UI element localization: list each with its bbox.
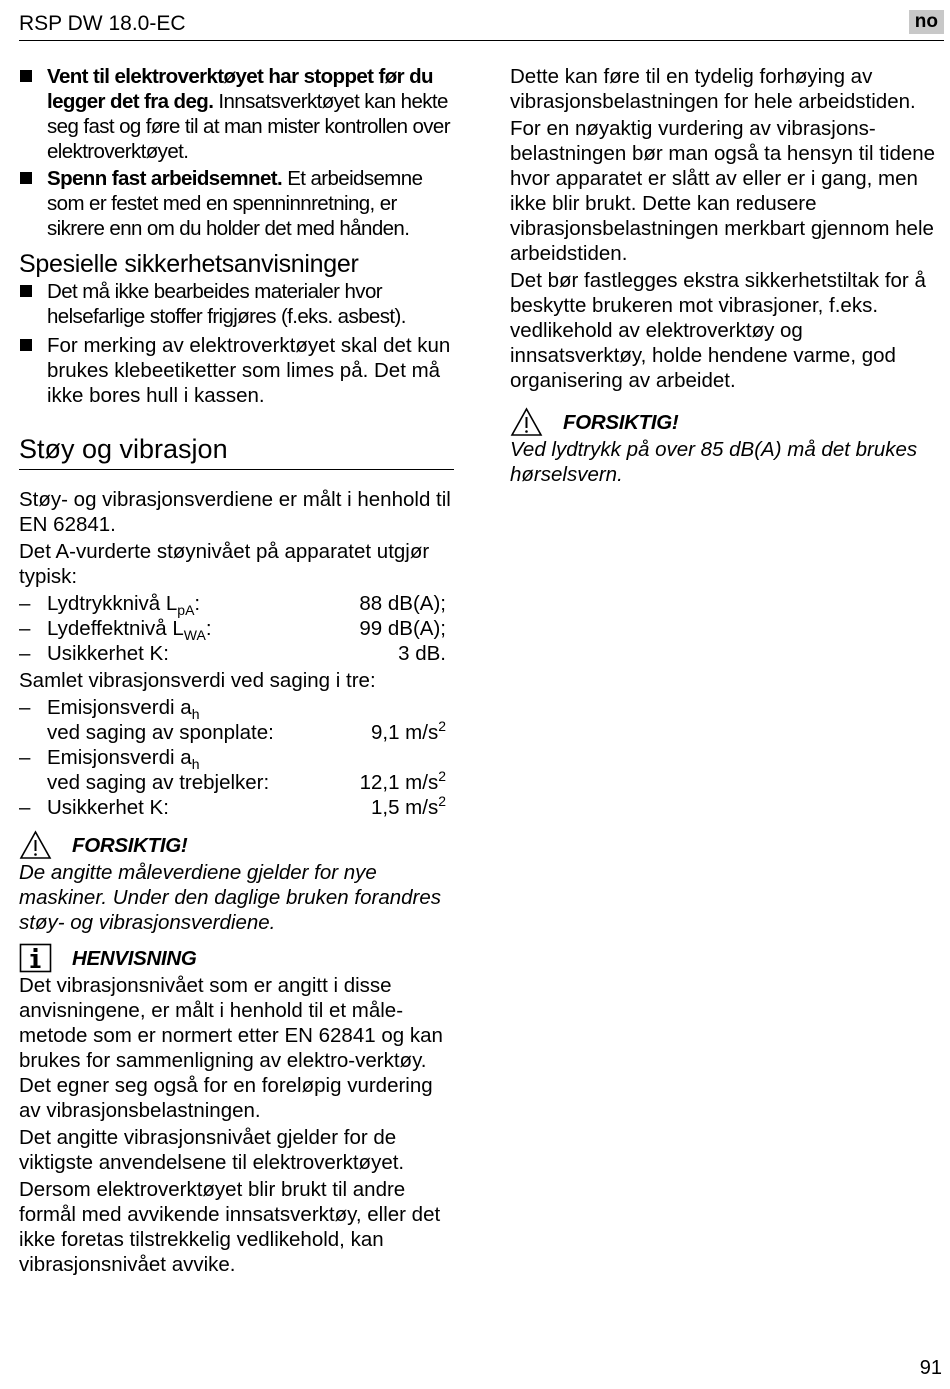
bullet-square-icon [20, 285, 32, 297]
spec-row: – Usikkerhet K: 3 dB. [19, 642, 446, 665]
bullet-square-icon [20, 172, 32, 184]
section-heading-special: Spesielle sikkerhetsanvisninger [19, 250, 359, 278]
document-title: RSP DW 18.0-EC [19, 12, 186, 35]
right-column [510, 64, 942, 489]
page-number: 91 [919, 1357, 942, 1379]
spec-value: 88 dB(A); [359, 592, 446, 615]
spec-value: 1,5 $m/s^2$ [370, 793, 446, 819]
bullet-item: For merking av elektroverktøyet skal det kun brukes klebeetiketter som limes på. Det må ikke bores hull i kassen. [19, 333, 454, 408]
bullet-item: Det må ikke bearbeides materialer hvor helsefarlige stoffer frigjøres (f.eks. asbest). [19, 279, 454, 329]
vibration-intro: Samlet vibrasjonsverdi ved saging i tre: [19, 669, 376, 692]
bullet-item: Vent til elektroverktøyet har stoppet før du legger det fra deg. Innsatsverktøyet kan hekte seg fast og føre til at man mister kontrollen over elektroverktøyet. [19, 64, 454, 164]
spec-value: 99 dB(A); [359, 617, 446, 640]
spec-row: – Emisjonsverdi $a_h$ ved saging av sponplate: 9,1 $m/s^2$ [19, 696, 446, 744]
body-paragraph: Det bør fastlegges ekstra sikkerhetstiltak for å beskytte brukeren mot vibrasjoner, f.eks. vedlikehold av elektroverktøy og innsatsverktøy, holde hendene varme, god organisering av arbeidet. [510, 269, 926, 392]
body-paragraph: For en nøyaktig vurdering av vibrasjons-belastningen bør man også ta hensyn til tidene hvor apparatet er slått av eller er i gang, men ikke blir brukt. Dette kan redusere vibrasjonsbelastningen merkbart gjennom hele arbeidstiden. [510, 117, 936, 265]
warning-triangle-icon [510, 407, 543, 437]
intro-paragraph: Det A-vurderte støynivået på apparatet utgjør typisk: [19, 540, 430, 588]
left-column [19, 64, 454, 1279]
spec-value: 3 dB. [398, 642, 446, 665]
bullet-item: Spenn fast arbeidsemnet. Et arbeidsemne som er festet med en spenninnretning, er sikrere enn om du holder det med hånden. [19, 166, 454, 241]
bullet-square-icon [20, 70, 32, 82]
spec-row: – Lydeffektnivå $L_{WA}$: 99 dB(A); [19, 617, 446, 643]
caution-heading: FORSIKTIG! [510, 407, 942, 437]
info-icon [19, 943, 52, 973]
note-paragraph: Dersom elektroverktøyet blir brukt til andre formål med avvikende innsatsverktøy, eller det ikke foretas tilstrekkelig vedlikehold, kan vibrasjonsnivået avvike. [19, 1178, 441, 1276]
note-heading: HENVISNING [19, 943, 454, 973]
spec-row: – Emisjonsverdi $a_h$ ved saging av trebjelker: 12,1 $m/s^2$ [19, 746, 446, 794]
body-paragraph: Dette kan føre til en tydelig forhøying av vibrasjonsbelastningen for hele arbeidstiden. [510, 65, 916, 113]
note-paragraph: Det angitte vibrasjonsnivået gjelder for de viktigste anvendelsene til elektroverktøyet. [19, 1126, 405, 1174]
caution-heading: FORSIKTIG! [19, 830, 454, 860]
warning-triangle-icon [19, 830, 52, 860]
spec-row: – Lydtrykknivå $L_{pA}$: 88 dB(A); [19, 592, 446, 618]
intro-paragraph: Støy- og vibrasjonsverdiene er målt i henhold til EN 62841. [19, 488, 451, 536]
caution-text: Ved lydtrykk på over 85 dB(A) må det brukes hørselsvern. [510, 438, 918, 486]
note-paragraph: Det vibrasjonsnivået som er angitt i disse anvisningene, er målt i henhold til et måle-metode som er normert etter EN 62841 og kan brukes for sammenligning av elektro-verktøy. Det egner seg også for en foreløpig vurdering av vibrasjonsbelastningen. [19, 974, 443, 1122]
bullet-square-icon [20, 339, 32, 351]
language-badge: no [909, 10, 944, 34]
spec-value: 12,1 $m/s^2$ [359, 768, 446, 794]
spec-value: 9,1 $m/s^2$ [370, 718, 446, 744]
section-heading-noise: Støy og vibrasjon [19, 432, 454, 470]
spec-row: – Usikkerhet K: 1,5 $m/s^2$ [19, 793, 446, 819]
page-header [19, 8, 944, 41]
caution-text: De angitte måleverdiene gjelder for nye maskiner. Under den daglige bruken forandres støy- og vibrasjonsverdiene. [19, 861, 442, 934]
